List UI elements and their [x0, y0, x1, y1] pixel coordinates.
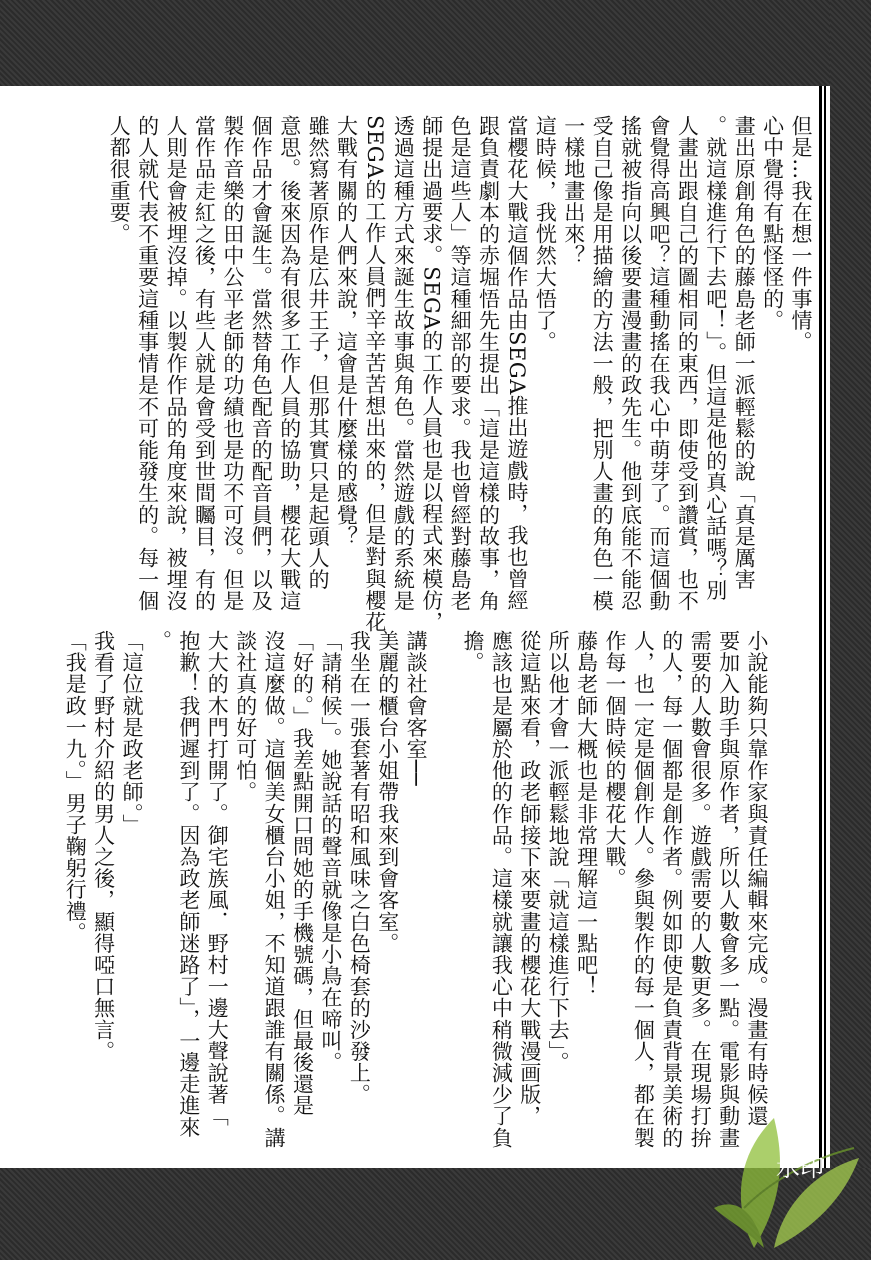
watermark-text: 水印: [776, 1154, 824, 1182]
upper-text-block: 但是…我在想一件事情。 心中覺得有點怪怪的。 畫出原創角色的藤島老師一派輕鬆的說「真是厲害 。就這樣進行下去吧！」。但這是他的真心話嗎？別 人畫出跟自己的圖相同的東西，即使受到讚賞，也不 會覺得高興吧？這種動搖在我心中萌芽了。而這個動 搖就被指向以後要畫漫畫的政先生。他到底能不能忍 受自己像是用描繪的方法一般，把別人畫的角色一模 一樣地畫出來？ 這時候，我恍然大悟了。 當櫻花大戰這個作品由SEGA推出遊戲時，我也曾經 跟負責劇本的赤堀悟先生提出「這是這樣的故事，角 色是這些人」等這種細部的要求。我也曾經對藤島老 師提出過要求。SEGA的工作人員也是以程式來模仿， 透過這種方式來誕生故事與角色。當然遊戲的系統是 SEGA的工作人員們辛辛苦苦想出來的，但是對與櫻花 大戰有關的人們來說，這會是什麼樣的感覺？ 雖然寫著原作是広井王子，但那其實只是起頭人的 意思。後來因為有很多工作人員的協助，櫻花大戰這 個作品才會誕生。當然替角色配音的配音員們，以及 製作音樂的田中公平老師的功績也是功不可沒。但是 當作品走紅之後，有些人就是會受到世間矚目，有的 人則是會被埋沒掉。以製作作品的角度來說，被埋沒 的人就代表不重要這種事情是不可能發生的。每一個 人都很重要。: [107, 115, 813, 633]
lower-text-block: 小說能夠只靠作家與責任編輯來完成。漫畫有時候還 要加入助手與原作者，所以人數會多一點。電影與動畫 需要的人數會很多。遊戲需要的人數更多。在現場打拚 的人，每一個都是創作者。例如即使是負責背景美術的 人，也一定是個創作人。參與製作的每一個人，都在製 作每一個時候的櫻花大戰。 藤島老師大概也是非常理解這一點吧！ 所以他才會一派輕鬆地說「就這樣進行下去」。 從這點來看，政老師接下來要畫的櫻花大戰漫画版， 應該也是屬於他的作品。這樣就讓我心中稍微減少了負 擔。 講談社會客室── 美麗的櫃台小姐帶我來到會客室。 我坐在一張套著有昭和風味之白色椅套的沙發上。 「請稍候」。她說話的聲音就像是小鳥在啼叫。 「好的。」我差點開口問她的手機號碼，但最後還是 沒這麼做。這個美女櫃台小姐，不知道跟誰有關係。講 談社真的好可怕。 大大的木門打開了。御宅族風．野村一邊大聲說著「 抱歉！我們遲到了。因為政老師迷路了」，一邊走進來 。 「這位就是政老師。」 我看了野村介紹的男人之後，顯得啞口無言。 「我是政一九。」男子鞠躬行禮。: [63, 630, 769, 1149]
leaf-icon: [714, 1098, 864, 1258]
top-screentone-border: [0, 0, 871, 86]
panel-right-rule: [824, 86, 826, 1168]
scanlation-watermark: [714, 1098, 864, 1258]
right-screentone-border: [830, 0, 871, 1260]
